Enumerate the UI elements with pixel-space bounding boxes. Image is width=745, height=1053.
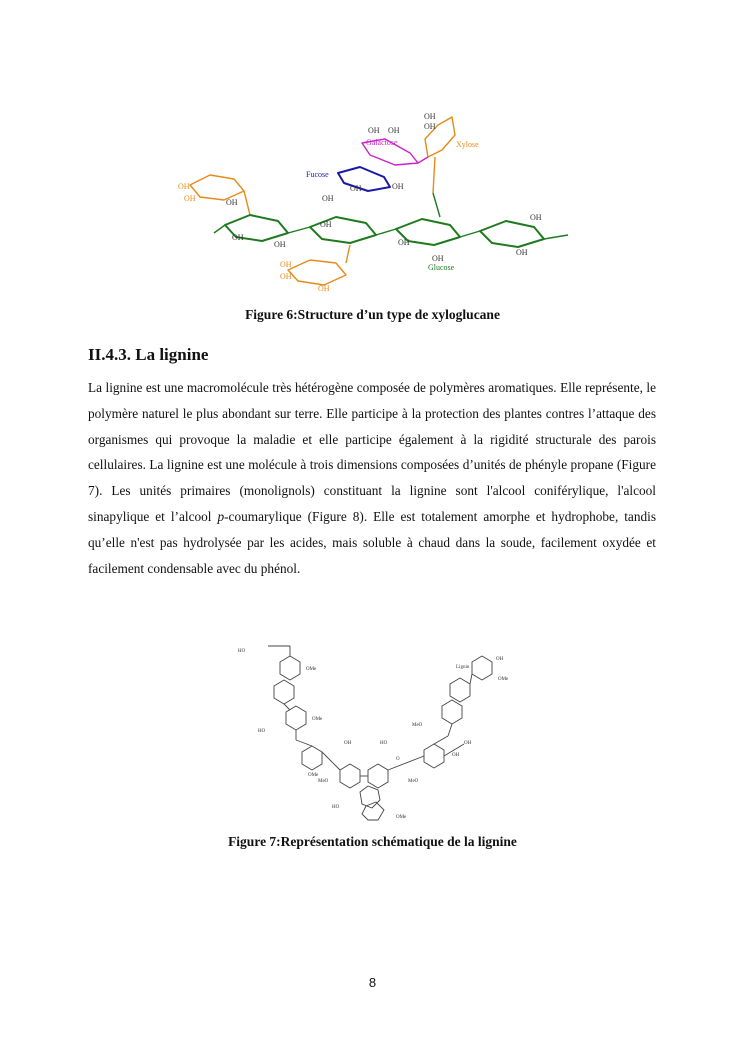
- oh-label: OH: [322, 194, 334, 203]
- oh-label: OH: [280, 260, 292, 269]
- oh-label: OH: [232, 233, 244, 242]
- oh-label: OH: [226, 198, 238, 207]
- oh-label: OH: [318, 284, 330, 293]
- xylose-label: Xylose: [456, 140, 479, 149]
- oh-label: OH: [392, 182, 404, 191]
- ho-label: HO: [380, 741, 388, 746]
- fucose-label: Fucose: [306, 170, 329, 179]
- body-paragraph: [88, 375, 656, 581]
- ome-label: OMe: [498, 677, 509, 682]
- section-heading: II.4.3. La lignine: [88, 345, 209, 364]
- fucose-ring: [338, 167, 390, 191]
- o-label: O: [396, 757, 400, 762]
- xylose-left-ring: [190, 175, 244, 200]
- oh-label: OH: [424, 122, 436, 131]
- ho-label: HO: [238, 649, 246, 654]
- meo-label: MeO: [318, 779, 329, 784]
- oh-label: OH: [464, 741, 472, 746]
- ome-label: OMe: [306, 667, 317, 672]
- meo-label: MeO: [408, 779, 419, 784]
- oh-label: OH: [350, 184, 362, 193]
- oh-label: OH: [320, 220, 332, 229]
- lignin-structure-figure: [228, 640, 524, 822]
- oh-label: OH: [530, 213, 542, 222]
- meo-label: MeO: [412, 723, 423, 728]
- oh-label: OH: [368, 126, 380, 135]
- oh-label: OH: [274, 240, 286, 249]
- paragraph-italic: p: [217, 508, 225, 524]
- oh-label: OH: [452, 753, 460, 758]
- oh-label: OH: [344, 741, 352, 746]
- paragraph-text: -coumarylique (Figure 8). Elle est totalement amorphe et hydrophobe, tandis qu’elle n'est pas hydrolysée par les acides, mais soluble à chaud dans la soude, facilement oxydée et facilement condensable avec du phénol.: [88, 508, 657, 576]
- oh-label: OH: [496, 657, 504, 662]
- page-number: 8: [368, 975, 377, 990]
- ho-label: HO: [258, 729, 266, 734]
- xyloglucan-structure-figure: [170, 105, 580, 300]
- lignin-label: Lignin: [456, 665, 470, 670]
- ome-label: OMe: [312, 717, 323, 722]
- glucose-ring-4: [480, 221, 544, 247]
- oh-label: OH: [184, 194, 196, 203]
- glucose-label: Glucose: [428, 263, 455, 272]
- ho-label: HO: [332, 805, 340, 810]
- oh-label: OH: [388, 126, 400, 135]
- oh-label: OH: [178, 182, 190, 191]
- galactose-label: Galactose: [366, 138, 398, 147]
- ome-label: OMe: [396, 815, 407, 820]
- figure-7-caption: Figure 7:Représentation schématique de la lignine: [228, 834, 517, 849]
- ome-label: OMe: [308, 773, 319, 778]
- oh-label: OH: [516, 248, 528, 257]
- paragraph-text: La lignine est une macromolécule très hétérogène composée de polymères aromatiques. Elle représente, le polymère naturel le plus abondant sur terre. Elle participe à la protection des plantes contres l’attaque des organismes qui provoque la maladie et elle participe également à la rigidité structurale des parois cellulaires. La lignine est une molécule à trois dimensions composées d’unités de phényle propane (Figure 7). Les unités primaires (monolignols) constituant la lignine sont l'alcool coniférylique, l'alcool sinapylique et l’alcool: [88, 380, 656, 524]
- oh-label: OH: [398, 238, 410, 247]
- oh-label: OH: [280, 272, 292, 281]
- figure-6-caption: Figure 6:Structure d’un type de xyloglucane: [245, 307, 500, 322]
- oh-label: OH: [424, 112, 436, 121]
- oh-label: OH: [432, 254, 444, 263]
- xylose-bottom-ring: [288, 260, 346, 285]
